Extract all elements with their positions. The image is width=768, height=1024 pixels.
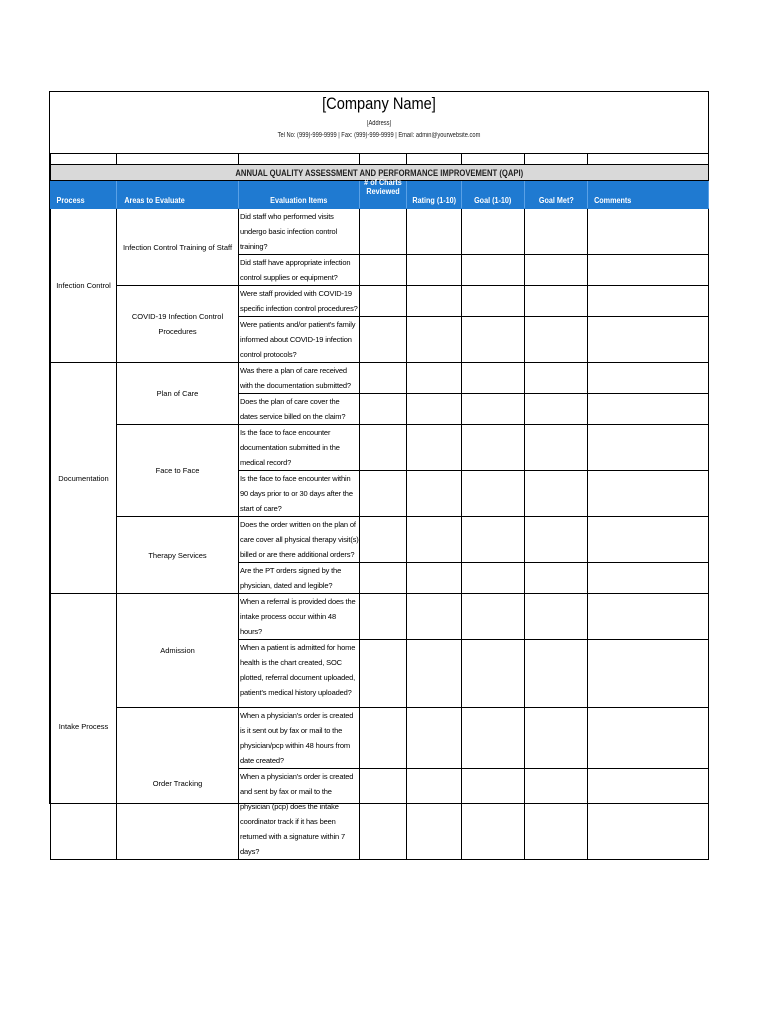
header-comments-text: Comments (594, 196, 632, 205)
rating-cell[interactable] (407, 471, 462, 517)
comments-cell[interactable] (588, 363, 709, 394)
rating-cell[interactable] (407, 769, 462, 860)
area-name: Plan of Care (156, 389, 199, 398)
goal-met-cell[interactable] (525, 769, 588, 860)
evaluation-item-text: When a physician's order is created is it sent out by fax or mail to the physician/pcp within 48 hours from date created? (240, 711, 354, 765)
charts-reviewed-cell[interactable] (360, 209, 407, 255)
goal-cell[interactable] (462, 255, 525, 286)
goal-met-cell[interactable] (525, 286, 588, 317)
comments-cell[interactable] (588, 640, 709, 708)
table-row (51, 594, 709, 640)
rating-cell[interactable] (407, 286, 462, 317)
area-name: Therapy Services (148, 550, 207, 560)
area-cell (117, 209, 239, 286)
comments-cell[interactable] (588, 471, 709, 517)
contact-line: Tel No: (999)-999-9999 | Fax: (999)-999-9999 | Email: admin@yourwebsite.com (277, 132, 481, 139)
rating-cell[interactable] (407, 363, 462, 394)
evaluation-item-cell (239, 425, 360, 471)
comments-cell[interactable] (588, 708, 709, 769)
rating-cell[interactable] (407, 594, 462, 640)
header-goal-met-text: Goal Met? (538, 196, 574, 205)
area-cell (117, 286, 239, 363)
header-areas (117, 181, 239, 209)
header-items (239, 181, 360, 209)
evaluation-item-cell (239, 708, 360, 769)
goal-met-cell[interactable] (525, 363, 588, 394)
goal-met-cell[interactable] (525, 563, 588, 594)
comments-cell[interactable] (588, 517, 709, 563)
goal-cell[interactable] (462, 394, 525, 425)
goal-met-cell[interactable] (525, 471, 588, 517)
table-row (51, 517, 709, 563)
goal-cell[interactable] (462, 640, 525, 708)
header-areas-text: Areas to Evaluate (124, 196, 185, 205)
rating-cell[interactable] (407, 209, 462, 255)
evaluation-item-text: Are the PT orders signed by the physician, dated and legible? (240, 566, 342, 590)
evaluation-item-text: Does the plan of care cover the dates service billed on the claim? (240, 397, 346, 421)
goal-met-cell[interactable] (525, 640, 588, 708)
report-title-text: ANNUAL QUALITY ASSESSMENT AND PERFORMANCE IMPROVEMENT (QAPI) (235, 167, 524, 178)
evaluation-item-cell (239, 640, 360, 708)
spacer-row (51, 154, 709, 165)
process-cell (51, 209, 117, 363)
table-row (51, 209, 709, 255)
header-items-text: Evaluation Items (270, 196, 328, 205)
evaluation-item-text: Is the face to face encounter within 90 days prior to or 30 days after the start of care? (240, 474, 353, 513)
goal-cell[interactable] (462, 708, 525, 769)
area-cell (117, 363, 239, 425)
header-rating-text: Rating (1-10) (412, 196, 456, 205)
goal-cell[interactable] (462, 517, 525, 563)
comments-cell[interactable] (588, 594, 709, 640)
charts-reviewed-cell[interactable] (360, 640, 407, 708)
evaluation-item-text: Did staff who performed visits undergo basic infection control training? (240, 212, 338, 251)
header-charts (360, 178, 407, 209)
comments-cell[interactable] (588, 769, 709, 860)
evaluation-item-text: Is the face to face encounter documentation submitted in the medical record? (240, 428, 340, 467)
evaluation-item-text: Was there a plan of care received with the documentation submitted? (240, 366, 351, 390)
comments-cell[interactable] (588, 563, 709, 594)
header-rating (407, 181, 462, 209)
area-name: Infection Control Training of Staff (122, 242, 233, 252)
area-cell (117, 425, 239, 517)
area-cell (117, 517, 239, 594)
goal-met-cell[interactable] (525, 317, 588, 363)
goal-cell[interactable] (462, 425, 525, 471)
comments-cell[interactable] (588, 317, 709, 363)
evaluation-item-cell (239, 517, 360, 563)
header-comments (588, 181, 709, 209)
header-goal-text: Goal (1-10) (474, 196, 512, 205)
charts-reviewed-cell[interactable] (360, 517, 407, 563)
evaluation-item-cell (239, 594, 360, 640)
rating-cell[interactable] (407, 708, 462, 769)
goal-cell[interactable] (462, 769, 525, 860)
process-name: Intake Process (58, 722, 109, 731)
charts-reviewed-cell[interactable] (360, 394, 407, 425)
evaluation-item-text: When a referral is provided does the intake process occur within 48 hours? (240, 597, 356, 636)
goal-met-cell[interactable] (525, 517, 588, 563)
table-row (51, 363, 709, 394)
process-cell (51, 594, 117, 860)
header-goal-met (525, 181, 588, 209)
evaluation-item-cell (239, 255, 360, 286)
area-name: Admission (160, 646, 195, 655)
goal-cell[interactable] (462, 209, 525, 255)
evaluation-item-cell (239, 286, 360, 317)
evaluation-item-text: Were staff provided with COVID-19 specific infection control procedures? (240, 289, 358, 313)
goal-met-cell[interactable] (525, 425, 588, 471)
process-name: Infection Control (56, 281, 111, 290)
evaluation-item-text: When a physician's order is created and sent by fax or mail to the physician (pcp) does the intake coordinator track if it has been returned with a signature within 7 days? (240, 772, 354, 856)
comments-cell[interactable] (588, 286, 709, 317)
rating-cell[interactable] (407, 394, 462, 425)
goal-met-cell[interactable] (525, 708, 588, 769)
evaluation-item-text: Does the order written on the plan of care cover all physical therapy visit(s) billed or are there additional orders? (240, 520, 359, 559)
rating-cell[interactable] (407, 563, 462, 594)
process-cell (51, 363, 117, 594)
evaluation-item-cell (239, 209, 360, 255)
goal-met-cell[interactable] (525, 394, 588, 425)
header-goal (462, 181, 525, 209)
comments-cell[interactable] (588, 394, 709, 425)
qapi-table (50, 153, 709, 860)
goal-cell[interactable] (462, 286, 525, 317)
rating-cell[interactable] (407, 425, 462, 471)
table-row (51, 708, 709, 769)
company-address: [Address] (366, 120, 392, 127)
table-row (51, 425, 709, 471)
header-process-text: Process (56, 196, 85, 205)
area-cell (117, 594, 239, 708)
rating-cell[interactable] (407, 317, 462, 363)
evaluation-item-cell (239, 317, 360, 363)
comments-cell[interactable] (588, 209, 709, 255)
charts-reviewed-cell[interactable] (360, 594, 407, 640)
evaluation-item-text: Did staff have appropriate infection control supplies or equipment? (240, 258, 351, 282)
goal-cell[interactable] (462, 471, 525, 517)
header-charts-text: # of Charts Reviewed (364, 178, 402, 196)
charts-reviewed-cell[interactable] (360, 363, 407, 394)
charts-reviewed-cell[interactable] (360, 708, 407, 769)
evaluation-item-cell (239, 471, 360, 517)
charts-reviewed-cell[interactable] (360, 286, 407, 317)
evaluation-item-text: When a patient is admitted for home health is the chart created, SOC plotted, referral document uploaded, patient's medical history uploaded? (240, 643, 356, 697)
area-name: COVID-19 Infection Control Procedures (131, 312, 224, 336)
comments-cell[interactable] (588, 425, 709, 471)
qapi-worksheet (49, 91, 709, 856)
charts-reviewed-cell[interactable] (360, 317, 407, 363)
goal-cell[interactable] (462, 594, 525, 640)
goal-met-cell[interactable] (525, 594, 588, 640)
goal-met-cell[interactable] (525, 255, 588, 286)
charts-reviewed-cell[interactable] (360, 563, 407, 594)
charts-reviewed-cell[interactable] (360, 471, 407, 517)
area-cell (117, 708, 239, 860)
evaluation-item-cell (239, 363, 360, 394)
comments-cell[interactable] (588, 255, 709, 286)
goal-met-cell[interactable] (525, 209, 588, 255)
evaluation-item-text: Were patients and/or patient's family informed about COVID-19 infection control protocols? (240, 320, 356, 359)
table-row (51, 286, 709, 317)
header-row (51, 181, 709, 209)
evaluation-item-cell (239, 769, 360, 860)
charts-reviewed-cell[interactable] (360, 255, 407, 286)
header-process (51, 181, 117, 209)
goal-cell[interactable] (462, 317, 525, 363)
rating-cell[interactable] (407, 255, 462, 286)
charts-reviewed-cell[interactable] (360, 425, 407, 471)
rating-cell[interactable] (407, 517, 462, 563)
evaluation-item-cell (239, 563, 360, 594)
company-name: [Company Name] (322, 94, 436, 113)
evaluation-item-cell (239, 394, 360, 425)
goal-cell[interactable] (462, 563, 525, 594)
area-name: Face to Face (155, 466, 200, 475)
charts-reviewed-cell[interactable] (360, 769, 407, 860)
rating-cell[interactable] (407, 640, 462, 708)
area-name: Order Tracking (152, 779, 203, 788)
goal-cell[interactable] (462, 363, 525, 394)
process-name: Documentation (58, 473, 109, 483)
